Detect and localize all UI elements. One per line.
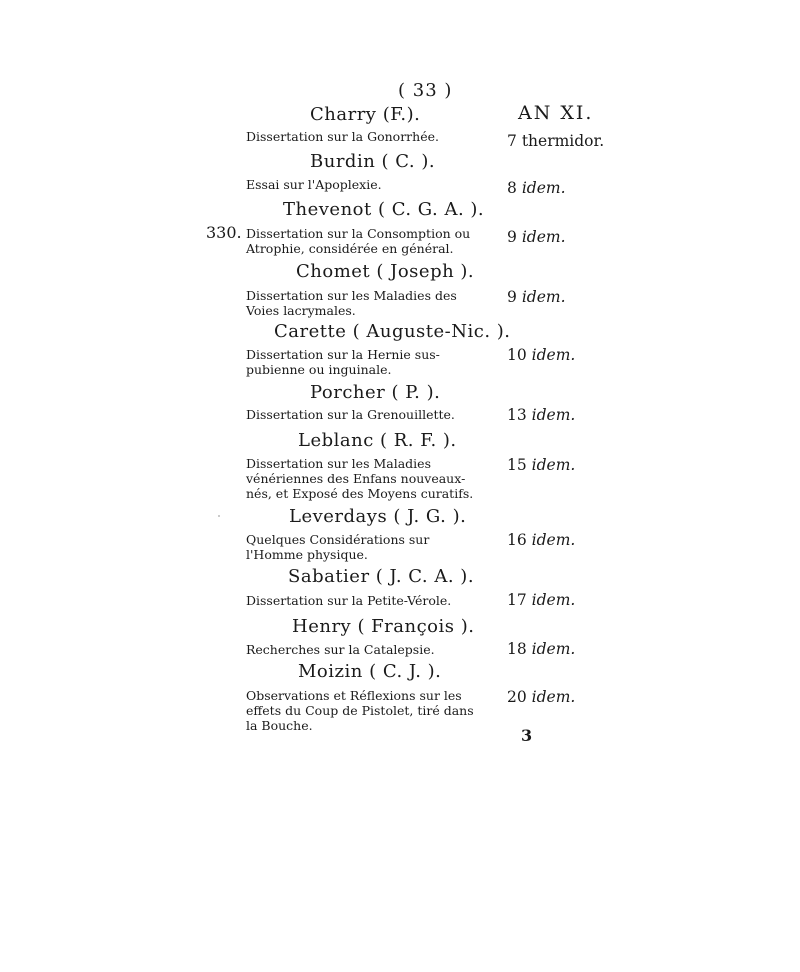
entry-author: Henry ( François ). [292, 616, 475, 637]
entry-day: 17 [507, 591, 527, 609]
entry-month: idem. [531, 591, 576, 609]
entry-month: idem. [531, 456, 576, 474]
entry-date [507, 406, 575, 424]
entry-date [507, 591, 575, 609]
entry-title: Essai sur l'Apoplexie. [246, 177, 382, 192]
entry-day: 18 [507, 640, 527, 658]
entry-month: idem. [531, 688, 576, 706]
entry-author: Burdin ( C. ). [310, 151, 436, 172]
entry-day: 13 [507, 406, 527, 424]
signature-mark: 3 [521, 726, 533, 745]
entry-title: Dissertation sur la Petite-Vérole. [246, 593, 452, 608]
entry-date [507, 179, 566, 197]
entry-day: 15 [507, 456, 527, 474]
entry-month: idem. [521, 179, 566, 197]
entry-day: 9 [507, 288, 517, 306]
entry-day: 16 [507, 531, 527, 549]
entry-title: Dissertation sur la Grenouillette. [246, 407, 455, 422]
entry-date [507, 288, 566, 306]
entry-date [507, 228, 566, 246]
entry-title: Dissertation sur la Consomption ou Atrophie, considérée en général. [246, 226, 471, 256]
entry-author: Leverdays ( J. G. ). [289, 506, 467, 527]
entry-author: Porcher ( P. ). [310, 382, 441, 403]
entry-title: Quelques Considérations sur l'Homme physique. [246, 532, 430, 562]
entry-month: idem. [531, 406, 576, 424]
entry-day: 8 [507, 179, 517, 197]
entry-title: Observations et Réflexions sur les effets du Coup de Pistolet, tiré dans la Bouche. [246, 688, 474, 733]
entry-month: idem. [521, 228, 566, 246]
entry-month: idem. [531, 531, 576, 549]
entry-author: Moizin ( C. J. ). [298, 661, 442, 682]
margin-number: 330. [206, 223, 242, 242]
entry-date [507, 132, 604, 150]
entry-title: Dissertation sur la Gonorrhée. [246, 129, 439, 144]
entry-month: idem. [531, 640, 576, 658]
entry-title: Dissertation sur les Maladies des Voies lacrymales. [246, 288, 457, 318]
entry-author: Charry (F.). [310, 104, 421, 125]
speck [218, 515, 220, 517]
entry-date [507, 456, 575, 474]
entry-month: idem. [521, 288, 566, 306]
entry-date [507, 531, 575, 549]
entry-author: Thevenot ( C. G. A. ). [283, 199, 485, 220]
entry-title: Dissertation sur les Maladies vénériennes des Enfans nouveaux-nés, et Exposé des Moyens curatifs. [246, 456, 474, 501]
entry-date [507, 688, 575, 706]
entry-month: idem. [531, 346, 576, 364]
entry-author: Chomet ( Joseph ). [296, 261, 475, 282]
entry-day: 10 [507, 346, 527, 364]
entry-author: Carette ( Auguste-Nic. ). [274, 321, 511, 342]
entry-author: Leblanc ( R. F. ). [298, 430, 457, 451]
entry-day: 9 [507, 228, 517, 246]
entry-date [507, 640, 575, 658]
entry-month: thermidor. [521, 132, 605, 150]
entry-title: Dissertation sur la Hernie sus-pubienne ou inguinale. [246, 347, 440, 377]
entry-day: 20 [507, 688, 527, 706]
entry-day: 7 [507, 132, 517, 150]
entry-author: Sabatier ( J. C. A. ). [288, 566, 475, 587]
entry-date [507, 346, 575, 364]
year-heading: AN XI. [518, 102, 594, 124]
page-number: ( 33 ) [398, 80, 453, 101]
entry-title: Recherches sur la Catalepsie. [246, 642, 435, 657]
